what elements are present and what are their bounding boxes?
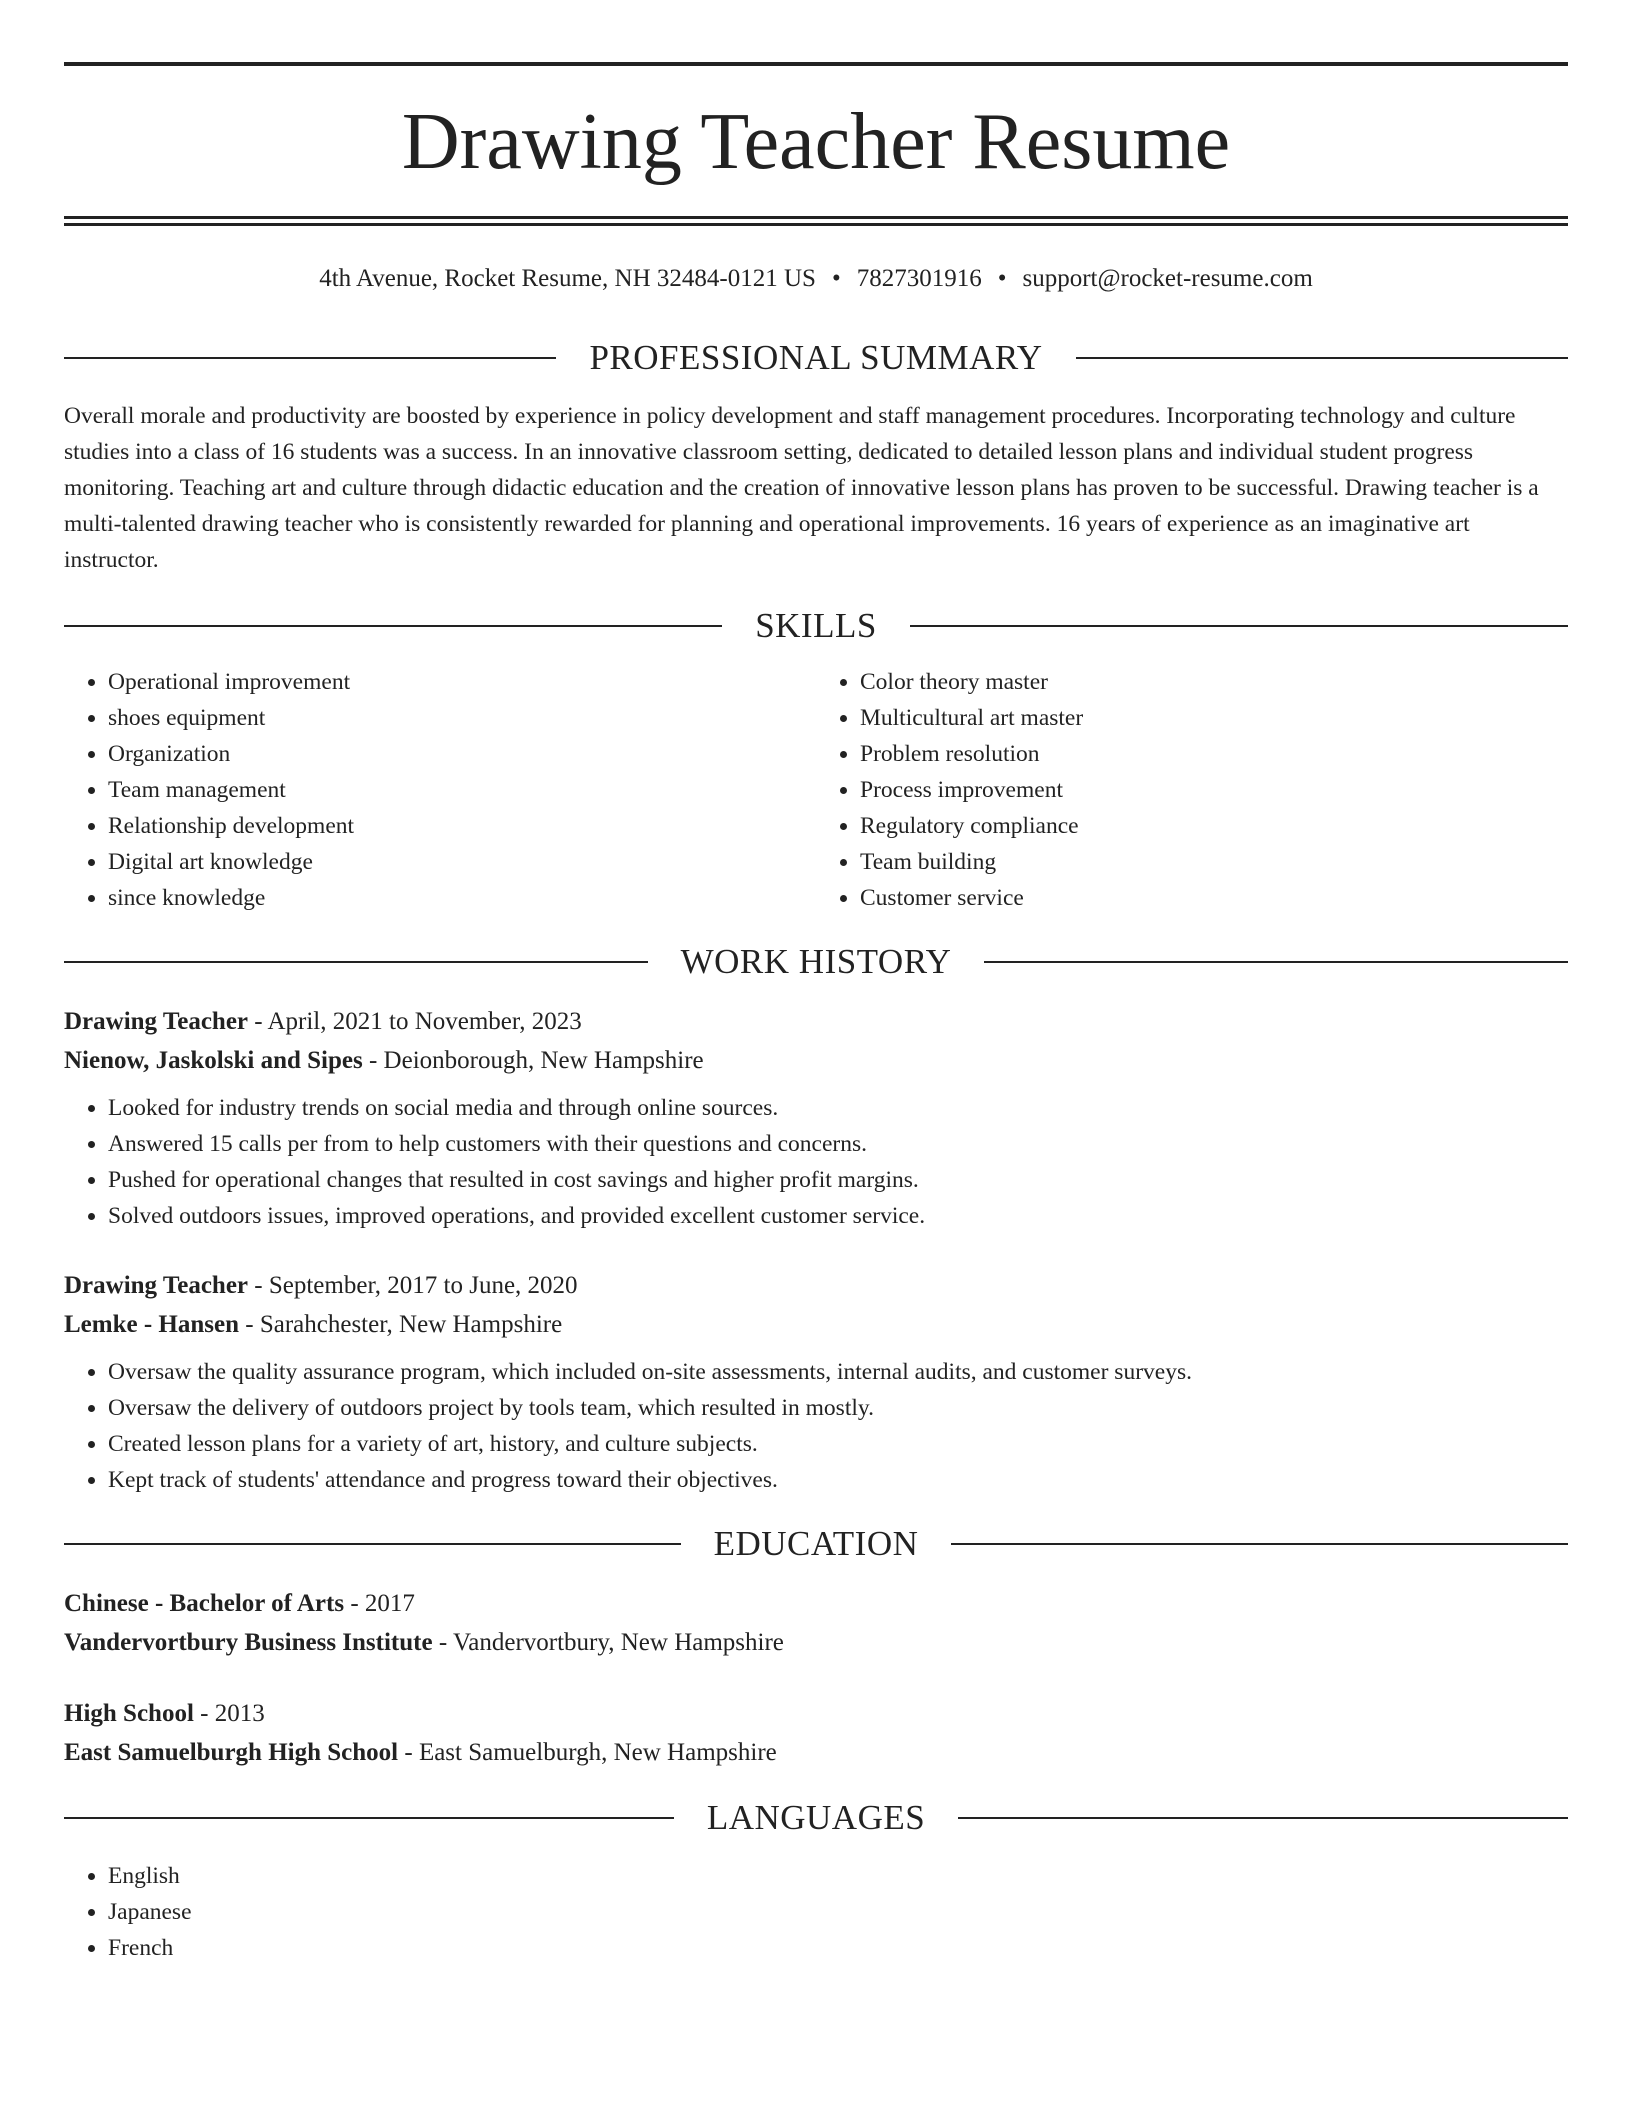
section-rule <box>984 961 1568 963</box>
section-header-skills <box>64 604 1568 648</box>
section-header-education <box>64 1522 1568 1566</box>
education-school: East Samuelburgh High School <box>64 1739 399 1766</box>
skill-item: • Operational improvement <box>108 664 816 700</box>
skills-columns <box>64 664 1568 916</box>
section-rule <box>64 1817 674 1819</box>
education-degree: Chinese - Bachelor of Arts <box>64 1590 345 1617</box>
education-school: Vandervortbury Business Institute <box>64 1629 433 1656</box>
languages-list <box>64 1858 1568 1966</box>
top-rule <box>64 62 1568 66</box>
section-header-work <box>64 940 1568 984</box>
job-bullets <box>64 1090 1568 1234</box>
contact-email: support@rocket-resume.com <box>1022 265 1313 292</box>
skill-item: • Relationship development <box>108 808 816 844</box>
section-title-education: EDUCATION <box>713 1524 919 1563</box>
section-rule <box>958 1817 1568 1819</box>
education-location: Vandervortbury, New Hampshire <box>452 1629 784 1656</box>
job-title-line: Drawing Teacher - April, 2021 to November, 2023 <box>64 1008 582 1035</box>
contact-address: 4th Avenue, Rocket Resume, NH 32484-0121 US <box>319 265 816 292</box>
job-company: Lemke - Hansen <box>64 1311 239 1338</box>
job-bullet: • Answered 15 calls per from to help customers with their questions and concerns. <box>108 1126 1568 1162</box>
section-header-summary <box>64 336 1568 380</box>
education-degree: High School <box>64 1700 194 1727</box>
contact-separator: • <box>997 265 1007 292</box>
contact-separator: • <box>831 265 841 292</box>
job-company-line: Nienow, Jaskolski and Sipes - Deionborough, New Hampshire <box>64 1047 704 1074</box>
section-title-work: WORK HISTORY <box>680 942 952 981</box>
language-item: • Japanese <box>108 1894 1568 1930</box>
job-bullet: • Oversaw the delivery of outdoors project by tools team, which resulted in mostly. <box>108 1390 1568 1426</box>
job-dates: September, 2017 to June, 2020 <box>268 1272 578 1299</box>
resume-title: Drawing Teacher Resume <box>401 98 1231 186</box>
section-rule <box>64 625 722 627</box>
section-header-languages <box>64 1796 1568 1840</box>
job-company: Nienow, Jaskolski and Sipes <box>64 1047 363 1074</box>
job-bullet: • Kept track of students' attendance and progress toward their objectives. <box>108 1462 1568 1498</box>
education-school-line: Vandervortbury Business Institute - Vandervortbury, New Hampshire <box>64 1629 784 1656</box>
section-rule <box>64 961 648 963</box>
education-degree-line: Chinese - Bachelor of Arts - 2017 <box>64 1590 415 1617</box>
job-bullet: • Looked for industry trends on social media and through online sources. <box>108 1090 1568 1126</box>
job-company-line: Lemke - Hansen - Sarahchester, New Hampshire <box>64 1311 563 1338</box>
skill-item: • Team building <box>860 844 1568 880</box>
job-title: Drawing Teacher <box>64 1008 249 1035</box>
section-title-languages: LANGUAGES <box>706 1798 926 1837</box>
section-rule <box>1076 357 1568 359</box>
job-title-line: Drawing Teacher - September, 2017 to June, 2020 <box>64 1272 578 1299</box>
job-bullet: • Oversaw the quality assurance program, which included on-site assessments, internal audits, and customer surveys. <box>108 1354 1568 1390</box>
contact-line <box>64 262 1568 296</box>
section-title-skills: SKILLS <box>755 606 877 645</box>
skill-item: • since knowledge <box>108 880 816 916</box>
education-spacer <box>64 1662 1568 1694</box>
education-year: 2017 <box>364 1590 415 1617</box>
job-location: Sarahchester, New Hampshire <box>259 1311 563 1338</box>
job-location: Deionborough, New Hampshire <box>383 1047 704 1074</box>
section-title-summary: PROFESSIONAL SUMMARY <box>589 338 1043 377</box>
job-title: Drawing Teacher <box>64 1272 249 1299</box>
language-item: • English <box>108 1858 1568 1894</box>
education-location: East Samuelburgh, New Hampshire <box>418 1739 777 1766</box>
skills-list-right <box>816 664 1568 916</box>
job-dates: April, 2021 to November, 2023 <box>267 1008 582 1035</box>
section-rule <box>64 357 556 359</box>
skill-item: • shoes equipment <box>108 700 816 736</box>
section-rule <box>951 1543 1568 1545</box>
education-year: 2013 <box>214 1700 265 1727</box>
skill-item: • Multicultural art master <box>860 700 1568 736</box>
skills-list-left <box>64 664 816 916</box>
skill-item: • Organization <box>108 736 816 772</box>
skill-item: • Color theory master <box>860 664 1568 700</box>
skill-item: • Problem resolution <box>860 736 1568 772</box>
skill-item: • Process improvement <box>860 772 1568 808</box>
job-bullets <box>64 1354 1568 1498</box>
summary-text: Overall morale and productivity are boosted by experience in policy development and staff management procedures. Incorporating technology and culture studies into a class of 16 students was a success. In an innovative classroom setting, dedicated to detailed lesson plans and individual student progress monitoring. Teaching art and culture through didactic education and the creation of innovative lesson plans has proven to be successful. Drawing teacher is a multi-talented drawing teacher who is consistently rewarded for planning and operational improvements. 16 years of experience as an imaginative art instructor. <box>64 403 1539 573</box>
education-degree-line: High School - 2013 <box>64 1700 265 1727</box>
job-bullet: • Created lesson plans for a variety of art, history, and culture subjects. <box>108 1426 1568 1462</box>
section-rule <box>910 625 1568 627</box>
skill-item: • Team management <box>108 772 816 808</box>
language-item: • French <box>108 1930 1568 1966</box>
contact-phone: 7827301916 <box>856 265 982 292</box>
skill-item: • Customer service <box>860 880 1568 916</box>
skill-item: • Digital art knowledge <box>108 844 816 880</box>
skill-item: • Regulatory compliance <box>860 808 1568 844</box>
section-rule <box>64 1543 681 1545</box>
job-bullet: • Solved outdoors issues, improved operations, and provided excellent customer service. <box>108 1198 1568 1234</box>
education-school-line: East Samuelburgh High School - East Samuelburgh, New Hampshire <box>64 1739 777 1766</box>
job-bullet: • Pushed for operational changes that resulted in cost savings and higher profit margins. <box>108 1162 1568 1198</box>
title-double-rule <box>64 216 1568 226</box>
job-spacer <box>64 1234 1568 1266</box>
